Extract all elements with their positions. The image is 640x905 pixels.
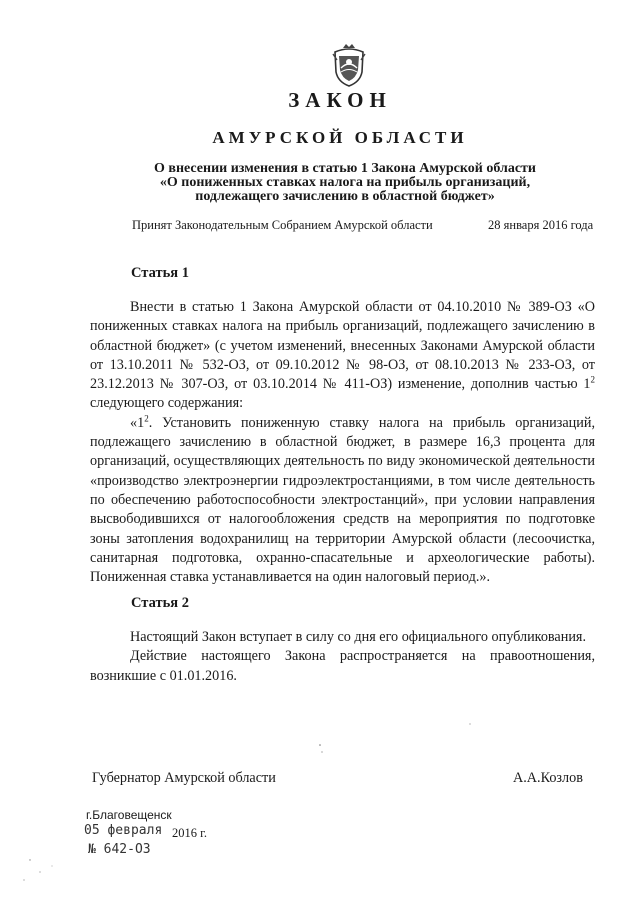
subtitle-line: подлежащего зачислению в областной бюджет» — [195, 189, 495, 204]
region-title: АМУРСКОЙ ОБЛАСТИ — [212, 128, 468, 147]
date-stamp: 05 февраля — [84, 823, 163, 838]
article-1-heading: Статья 1 — [131, 265, 189, 281]
coat-of-arms-icon — [329, 42, 369, 88]
article-2-paragraph-2: Действие настоящего Закона распространяется на правоотношения, возникшие с 01.01.2016. — [90, 648, 595, 684]
superscript: 2 — [144, 413, 149, 424]
date-year: 2016 г. — [172, 826, 207, 840]
article-1-paragraph-2 — [90, 414, 595, 588]
article-2-heading: Статья 2 — [131, 595, 189, 611]
subtitle-line: «О пониженных ставках налога на прибыль организаций, — [159, 175, 531, 190]
adopted-date: 28 января 2016 года — [488, 218, 594, 232]
subtitle-line: О внесении изменения в статью 1 Закона Амурской области — [154, 161, 536, 176]
paragraph-text: «1 — [130, 414, 145, 431]
paragraph-text: . Установить пониженную ставку налога на прибыль организаций, подлежащего зачислению в областной бюджет, в размере 16,3 процента для организаций, осуществляющих деятельность по виду экономической деятельности «производство электроэнергии гидроэлектростанциями, в том числе деятельность по обеспечению работоспособности электростанций», при условии направления высвободившихся от налогообложения средств на мероприятия по подготовке зоны затопления водохранилищ на территории Амурской области (лесоочистка, санитарная подготовка, охранно-спасательные и археологические работы). Пониженная ставка устанавливается на один налоговый период.». — [90, 414, 595, 586]
article-1-paragraph-1 — [90, 298, 595, 414]
document-title: ЗАКОН — [288, 88, 392, 112]
document-subtitle — [110, 162, 580, 204]
place-of-signing: г.Благовещенск — [86, 808, 172, 822]
article-1-body — [90, 298, 595, 587]
adopted-statement: Принят Законодательным Собранием Амурской области — [132, 218, 433, 232]
article-2-paragraph-1: Настоящий Закон вступает в силу со дня его официального опубликования. — [130, 629, 586, 645]
paragraph-text: следующего содержания: — [90, 395, 244, 412]
article-2-body — [90, 628, 595, 686]
superscript: 2 — [590, 374, 595, 385]
paragraph-text: Внести в статью 1 Закона Амурской области от 04.10.2010 № 389-ОЗ «О пониженных ставках налога на прибыль организаций, подлежащего зачислению в областной бюджет» (с учетом изменений, внесенных Законами Амурской области от 13.10.2011 № 532-ОЗ, от 09.10.2012 № 98-ОЗ, от 08.10.2013 № 233-ОЗ, от 23.12.2013 № 307-ОЗ, от 03.10.2014 № 411-ОЗ) изменение, дополнив частью 1 — [90, 299, 595, 393]
law-number: № 642-ОЗ — [88, 842, 151, 857]
signatory-name: А.А.Козлов — [513, 770, 583, 786]
signatory-title: Губернатор Амурской области — [92, 770, 276, 786]
